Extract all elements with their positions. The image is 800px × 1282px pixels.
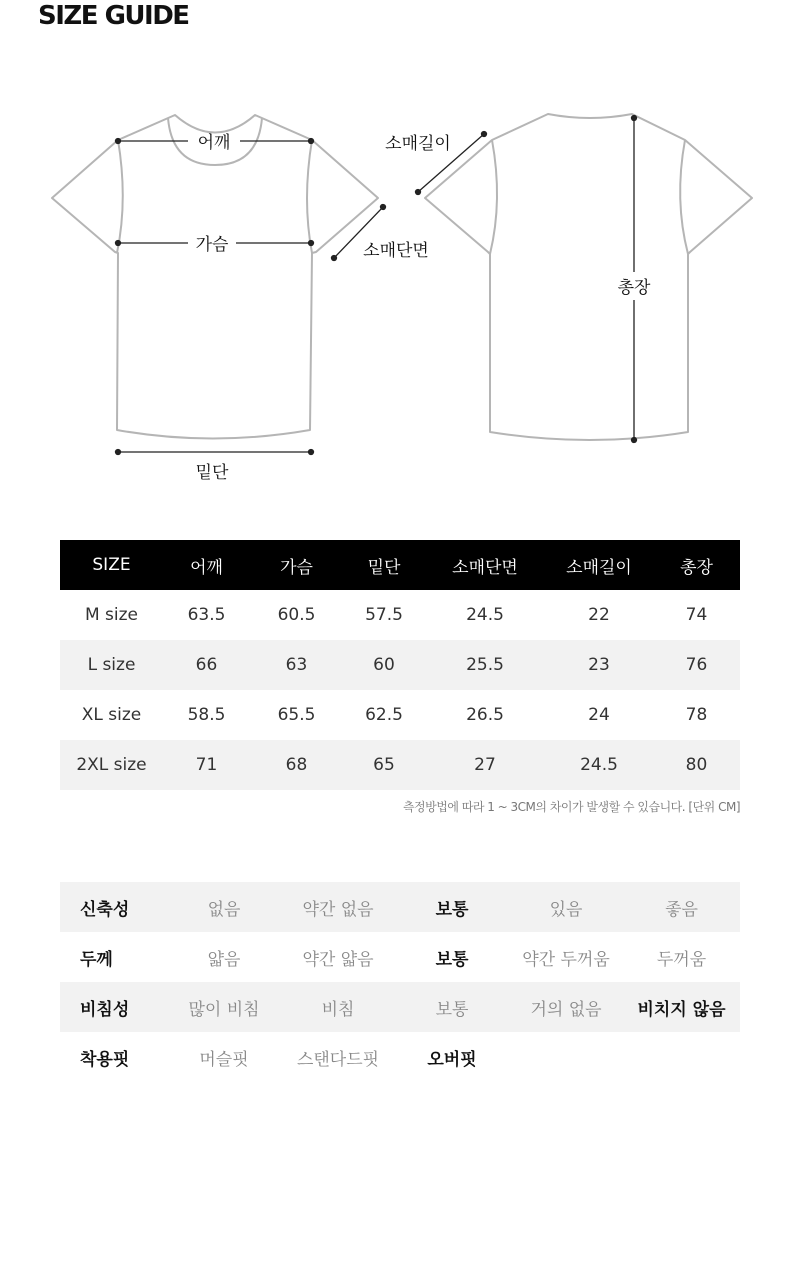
value-cell: 25.5 [425,640,545,690]
value-cell: 26.5 [466,705,504,725]
value-cell: 68 [250,740,343,790]
front-tshirt-illustration [52,115,378,439]
attribute-option-selected: 오버핏 [427,1049,477,1070]
size-cell: M size [84,605,139,625]
table-row [60,740,740,790]
label-total-length: 총장 [617,278,651,298]
attribute-option-selected: 보통 [395,882,509,932]
attribute-row-sheerness [60,982,740,1032]
size-cell: 2XL size [60,740,163,790]
attribute-option: 있음 [509,882,623,932]
value-cell: 63.5 [187,605,226,625]
value-cell: 76 [653,640,740,690]
attribute-row-fit [60,1032,740,1082]
size-table [60,540,740,790]
value-cell: 63 [250,640,343,690]
value-cell: 23 [545,640,653,690]
header-sleeve-opening: 소매단면 [425,540,545,590]
value-cell: 60 [343,640,425,690]
table-row [60,690,740,740]
attribute-option: 많이 비침 [167,982,281,1032]
attribute-option: 보통 [395,982,509,1032]
value-cell: 22 [588,605,610,625]
attribute-option: 약간 두꺼움 [522,949,610,970]
value-cell: 57.5 [365,605,403,625]
value-cell: 71 [163,740,250,790]
table-row [60,640,740,690]
attribute-option: 비침 [281,982,395,1032]
attribute-row-stretch [60,882,740,932]
attribute-row-thickness [60,932,740,982]
attribute-option [623,1032,740,1082]
label-hem: 밑단 [195,463,229,483]
attribute-option: 없음 [167,882,281,932]
tshirt-measurement-diagram [0,0,800,500]
value-cell: 24 [588,705,610,725]
header-sleeve-length: 소매길이 [545,540,653,590]
value-cell: 27 [425,740,545,790]
header-shoulder: 어깨 [163,540,250,590]
value-cell: 62.5 [365,705,403,725]
size-cell: XL size [81,705,142,725]
header-chest: 가슴 [250,540,343,590]
size-cell: L size [60,640,163,690]
label-shoulder: 어깨 [197,133,231,153]
value-cell: 58.5 [187,705,226,725]
label-chest: 가슴 [195,235,229,255]
header-hem: 밑단 [343,540,425,590]
attribute-option [509,1032,623,1082]
measurement-note: 측정방법에 따라 1 ~ 3CM의 차이가 발생할 수 있습니다. [단위 CM] [402,800,740,814]
value-cell: 60.5 [277,605,316,625]
attribute-option: 거의 없음 [509,982,623,1032]
attribute-label: 비침성 [60,982,167,1032]
attribute-option: 약간 얇음 [302,949,374,970]
attribute-option: 약간 없음 [281,882,395,932]
value-cell: 24.5 [545,740,653,790]
attribute-option-selected: 비치지 않음 [623,982,740,1032]
size-table-header-row [60,540,740,590]
table-row [60,590,740,640]
back-tshirt-illustration [425,114,752,440]
attribute-option: 좋음 [623,882,740,932]
attribute-option: 머슬핏 [199,1049,249,1070]
value-cell: 24.5 [466,605,504,625]
attribute-label: 두께 [80,949,113,970]
header-total-length: 총장 [653,540,740,590]
attribute-option: 스탠다드핏 [296,1049,380,1070]
value-cell: 78 [685,705,708,725]
value-cell: 65.5 [277,705,316,725]
value-cell: 74 [685,605,708,625]
attribute-label: 착용핏 [80,1049,130,1070]
value-cell: 66 [163,640,250,690]
fabric-attribute-table [60,882,740,1082]
measurement-lines [116,116,637,455]
attribute-option-selected: 보통 [435,949,469,970]
header-size: SIZE [60,540,163,590]
value-cell: 65 [343,740,425,790]
attribute-option: 두꺼움 [656,949,707,970]
label-sleeve-opening: 소매단면 [363,241,429,261]
attribute-label: 신축성 [60,882,167,932]
label-sleeve-length: 소매길이 [385,134,451,154]
value-cell: 80 [653,740,740,790]
attribute-option: 얇음 [207,949,241,970]
page-title: SIZE GUIDE [38,1,189,31]
